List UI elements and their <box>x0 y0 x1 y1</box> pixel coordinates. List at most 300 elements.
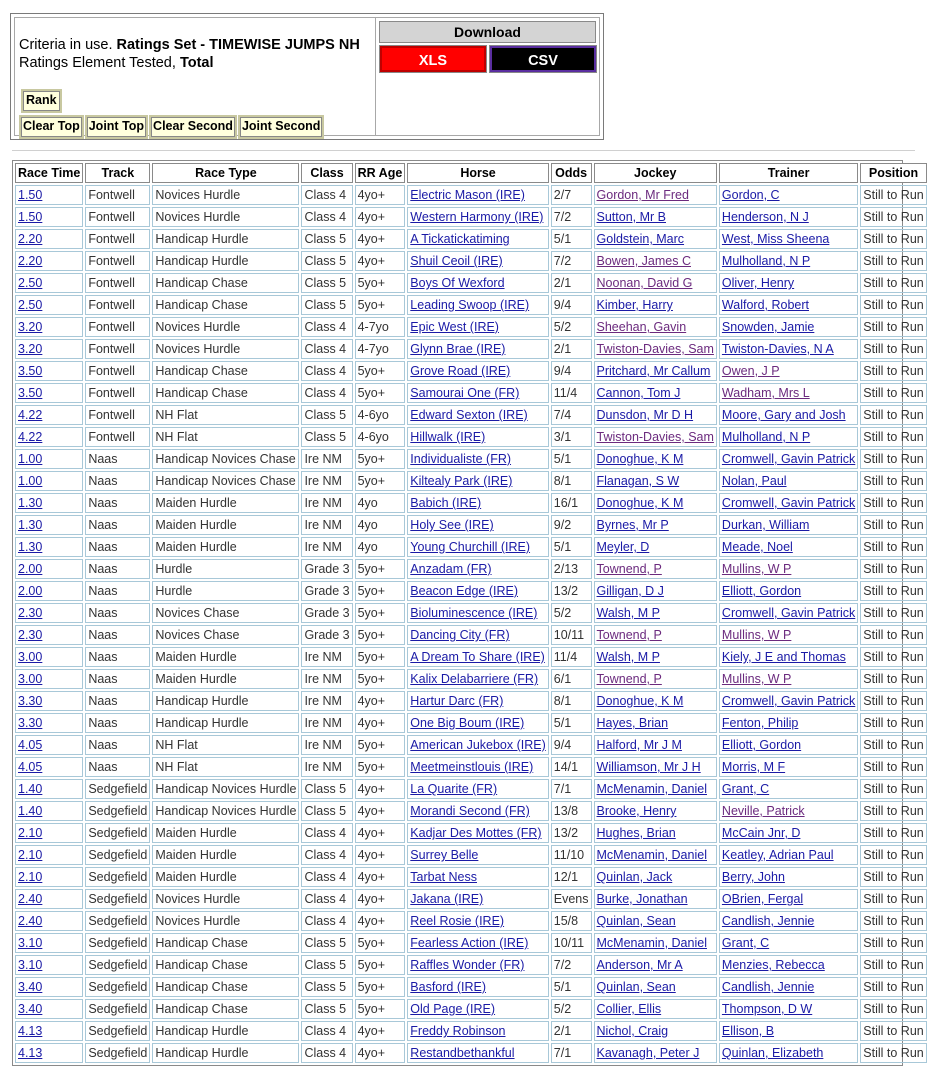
class-cell: Ire NM <box>301 471 352 491</box>
jockey-link[interactable]: Quinlan, Sean <box>596 914 676 928</box>
track-cell: Naas <box>85 647 150 667</box>
race-time-link[interactable]: 1.30 <box>18 496 43 510</box>
race-time-link[interactable]: 1.40 <box>18 804 43 818</box>
race-time-link[interactable]: 3.20 <box>18 342 43 356</box>
trainer-link[interactable]: Cromwell, Gavin Patrick <box>721 452 856 466</box>
position-cell: Still to Run <box>860 933 926 953</box>
odds-cell: 7/2 <box>551 251 592 271</box>
jockey-cell <box>594 669 717 689</box>
horse-cell <box>407 845 548 865</box>
horse-link[interactable]: Western Harmony (IRE) <box>410 210 544 224</box>
trainer-link[interactable]: Candlish, Jennie <box>721 914 815 928</box>
jockey-link[interactable]: Williamson, Mr J H <box>596 760 701 774</box>
race-time-link[interactable]: 2.10 <box>18 848 43 862</box>
position-cell: Still to Run <box>860 779 926 799</box>
odds-cell: 5/2 <box>551 603 592 623</box>
horse-cell <box>407 823 548 843</box>
race-type-cell: Maiden Hurdle <box>152 867 299 887</box>
horse-link[interactable]: Shuil Ceoil (IRE) <box>410 254 503 268</box>
horse-link[interactable]: Babich (IRE) <box>410 496 482 510</box>
trainer-link[interactable]: Snowden, Jamie <box>721 320 815 334</box>
jockey-link[interactable]: Burke, Jonathan <box>596 892 688 906</box>
trainer-link[interactable]: Cromwell, Gavin Patrick <box>721 694 856 708</box>
position-cell: Still to Run <box>860 493 926 513</box>
trainer-link[interactable]: Fenton, Philip <box>721 716 799 730</box>
horse-link[interactable]: Holy See (IRE) <box>410 518 494 532</box>
horse-link[interactable]: Anzadam (FR) <box>410 562 492 576</box>
race-time-link[interactable]: 4.05 <box>18 760 43 774</box>
trainer-link[interactable]: Owen, J P <box>721 364 780 378</box>
race-time-link[interactable]: 2.10 <box>18 826 43 840</box>
position-cell: Still to Run <box>860 449 926 469</box>
table-row <box>15 691 927 711</box>
position-cell: Still to Run <box>860 427 926 447</box>
jockey-link[interactable]: Gilligan, D J <box>596 584 664 598</box>
race-time-link[interactable]: 4.13 <box>18 1024 43 1038</box>
trainer-cell <box>719 537 858 557</box>
race-time-link[interactable]: 3.30 <box>18 694 43 708</box>
race-time-link[interactable]: 1.50 <box>18 188 43 202</box>
rank-button[interactable]: Rank <box>21 89 62 113</box>
race-time-link[interactable]: 2.50 <box>18 276 43 290</box>
trainer-link[interactable]: Elliott, Gordon <box>721 584 802 598</box>
jockey-link[interactable]: Noonan, David G <box>596 276 693 290</box>
horse-cell <box>407 955 548 975</box>
trainer-link[interactable]: Ellison, B <box>721 1024 775 1038</box>
race-time-cell <box>15 1021 83 1041</box>
download-xls-button[interactable]: XLS <box>380 46 486 72</box>
jockey-link[interactable]: Donoghue, K M <box>596 496 684 510</box>
table-row <box>15 361 927 381</box>
track-cell: Sedgefield <box>85 889 150 909</box>
trainer-link[interactable]: Wadham, Mrs L <box>721 386 810 400</box>
trainer-link[interactable]: Keatley, Adrian Paul <box>721 848 834 862</box>
class-cell: Class 5 <box>301 933 352 953</box>
track-cell: Naas <box>85 713 150 733</box>
horse-link[interactable]: Epic West (IRE) <box>410 320 499 334</box>
horse-cell <box>407 801 548 821</box>
position-cell: Still to Run <box>860 361 926 381</box>
jockey-link[interactable]: Quinlan, Sean <box>596 980 676 994</box>
table-row <box>15 735 927 755</box>
race-type-cell: Handicap Novices Hurdle <box>152 779 299 799</box>
track-cell: Naas <box>85 735 150 755</box>
horse-link[interactable]: La Quarite (FR) <box>410 782 498 796</box>
rr-age-cell: 5yo+ <box>355 977 406 997</box>
jockey-link[interactable]: McMenamin, Daniel <box>596 936 707 950</box>
race-time-link[interactable]: 2.00 <box>18 562 43 576</box>
race-time-link[interactable]: 3.10 <box>18 958 43 972</box>
horse-link[interactable]: Samourai One (FR) <box>410 386 520 400</box>
horse-link[interactable]: Individualiste (FR) <box>410 452 512 466</box>
horse-link[interactable]: Meetmeinstlouis (IRE) <box>410 760 534 774</box>
class-cell: Class 5 <box>301 229 352 249</box>
race-time-cell <box>15 823 83 843</box>
track-cell: Naas <box>85 449 150 469</box>
trainer-cell <box>719 581 858 601</box>
race-time-cell <box>15 339 83 359</box>
trainer-link[interactable]: Berry, John <box>721 870 785 884</box>
trainer-link[interactable]: Mulholland, N P <box>721 254 811 268</box>
race-type-cell: Handicap Novices Chase <box>152 449 299 469</box>
jockey-link[interactable]: Townend, P <box>596 562 662 576</box>
race-time-link[interactable]: 1.30 <box>18 518 43 532</box>
jockey-cell <box>594 405 717 425</box>
position-cell: Still to Run <box>860 867 926 887</box>
track-cell: Fontwell <box>85 405 150 425</box>
horse-link[interactable]: Restandbethankful <box>410 1046 515 1060</box>
class-cell: Ire NM <box>301 493 352 513</box>
horse-link[interactable]: Electric Mason (IRE) <box>410 188 525 202</box>
header-jockey[interactable]: Jockey <box>594 163 717 183</box>
trainer-link[interactable]: Grant, C <box>721 782 770 796</box>
odds-cell: 9/2 <box>551 515 592 535</box>
odds-cell: 11/10 <box>551 845 592 865</box>
race-type-cell: Novices Hurdle <box>152 207 299 227</box>
jockey-link[interactable]: Donoghue, K M <box>596 452 684 466</box>
race-time-link[interactable]: 3.00 <box>18 672 43 686</box>
horse-link[interactable]: Young Churchill (IRE) <box>410 540 531 554</box>
race-time-link[interactable]: 4.22 <box>18 430 43 444</box>
jockey-link[interactable]: Halford, Mr J M <box>596 738 682 752</box>
race-time-link[interactable]: 1.50 <box>18 210 43 224</box>
rr-age-cell: 4yo+ <box>355 779 406 799</box>
jockey-link[interactable]: Byrnes, Mr P <box>596 518 669 532</box>
trainer-link[interactable]: Kiely, J E and Thomas <box>721 650 846 664</box>
race-time-link[interactable]: 3.40 <box>18 1002 43 1016</box>
race-time-link[interactable]: 1.00 <box>18 452 43 466</box>
race-time-link[interactable]: 2.10 <box>18 870 43 884</box>
horse-link[interactable]: Freddy Robinson <box>410 1024 506 1038</box>
header-race-type[interactable]: Race Type <box>152 163 299 183</box>
horse-link[interactable]: Glynn Brae (IRE) <box>410 342 506 356</box>
trainer-link[interactable]: Quinlan, Elizabeth <box>721 1046 824 1060</box>
horse-link[interactable]: A Tickatickatiming <box>410 232 510 246</box>
class-cell: Class 4 <box>301 383 352 403</box>
table-row <box>15 427 927 447</box>
trainer-cell <box>719 515 858 535</box>
rr-age-cell: 5yo+ <box>355 295 406 315</box>
trainer-cell <box>719 889 858 909</box>
trainer-link[interactable]: Nolan, Paul <box>721 474 787 488</box>
jockey-cell <box>594 933 717 953</box>
trainer-cell <box>719 185 858 205</box>
rr-age-cell: 4yo+ <box>355 251 406 271</box>
odds-cell: 9/4 <box>551 735 592 755</box>
horse-link[interactable]: Fearless Action (IRE) <box>410 936 529 950</box>
jockey-link[interactable]: Kavanagh, Peter J <box>596 1046 700 1060</box>
trainer-link[interactable]: Mullins, W P <box>721 562 792 576</box>
horse-link[interactable]: American Jukebox (IRE) <box>410 738 546 752</box>
rr-age-cell: 5yo+ <box>355 955 406 975</box>
trainer-link[interactable]: Henderson, N J <box>721 210 809 224</box>
track-cell: Naas <box>85 537 150 557</box>
horse-link[interactable]: Kadjar Des Mottes (FR) <box>410 826 542 840</box>
trainer-link[interactable]: Neville, Patrick <box>721 804 805 818</box>
jockey-cell <box>594 229 717 249</box>
joint-second-button[interactable]: Joint Second <box>238 115 324 139</box>
trainer-link[interactable]: Elliott, Gordon <box>721 738 802 752</box>
race-type-cell: Maiden Hurdle <box>152 493 299 513</box>
trainer-link[interactable]: Morris, M F <box>721 760 786 774</box>
jockey-cell <box>594 735 717 755</box>
clear-second-button[interactable]: Clear Second <box>149 115 237 139</box>
race-type-cell: Novices Hurdle <box>152 911 299 931</box>
criteria-panel-inner <box>14 17 600 136</box>
trainer-cell <box>719 691 858 711</box>
horse-link[interactable]: Leading Swoop (IRE) <box>410 298 530 312</box>
race-time-link[interactable]: 4.05 <box>18 738 43 752</box>
horse-cell <box>407 339 548 359</box>
horse-link[interactable]: Jakana (IRE) <box>410 892 484 906</box>
trainer-link[interactable]: Cromwell, Gavin Patrick <box>721 496 856 510</box>
horse-link[interactable]: Bioluminescence (IRE) <box>410 606 538 620</box>
race-time-cell <box>15 361 83 381</box>
trainer-link[interactable]: OBrien, Fergal <box>721 892 804 906</box>
horse-cell <box>407 317 548 337</box>
jockey-link[interactable]: Walsh, M P <box>596 650 660 664</box>
jockey-cell <box>594 185 717 205</box>
horse-cell <box>407 273 548 293</box>
trainer-cell <box>719 559 858 579</box>
horse-link[interactable]: Basford (IRE) <box>410 980 487 994</box>
race-type-cell: Handicap Hurdle <box>152 251 299 271</box>
class-cell: Class 4 <box>301 185 352 205</box>
race-time-link[interactable]: 3.50 <box>18 386 43 400</box>
trainer-link[interactable]: Meade, Noel <box>721 540 793 554</box>
header-horse[interactable]: Horse <box>407 163 548 183</box>
horse-cell <box>407 537 548 557</box>
race-time-link[interactable]: 1.00 <box>18 474 43 488</box>
table-row <box>15 669 927 689</box>
horse-link[interactable]: Hillwalk (IRE) <box>410 430 486 444</box>
jockey-cell <box>594 867 717 887</box>
race-time-link[interactable]: 3.50 <box>18 364 43 378</box>
position-cell: Still to Run <box>860 1043 926 1063</box>
race-time-link[interactable]: 3.30 <box>18 716 43 730</box>
trainer-link[interactable]: McCain Jnr, D <box>721 826 801 840</box>
horse-link[interactable]: Tarbat Ness <box>410 870 477 884</box>
horse-link[interactable]: Hartur Darc (FR) <box>410 694 504 708</box>
trainer-cell <box>719 911 858 931</box>
jockey-link[interactable]: Cannon, Tom J <box>596 386 681 400</box>
race-type-cell: Handicap Chase <box>152 999 299 1019</box>
trainer-cell <box>719 735 858 755</box>
trainer-cell <box>719 977 858 997</box>
jockey-link[interactable]: Flanagan, S W <box>596 474 680 488</box>
race-time-link[interactable]: 3.00 <box>18 650 43 664</box>
jockey-cell <box>594 1043 717 1063</box>
rr-age-cell: 5yo+ <box>355 449 406 469</box>
jockey-link[interactable]: Townend, P <box>596 672 662 686</box>
race-time-link[interactable]: 3.20 <box>18 320 43 334</box>
race-time-cell <box>15 317 83 337</box>
jockey-link[interactable]: Goldstein, Marc <box>596 232 685 246</box>
jockey-link[interactable]: McMenamin, Daniel <box>596 848 707 862</box>
jockey-link[interactable]: Hughes, Brian <box>596 826 676 840</box>
trainer-cell <box>719 845 858 865</box>
jockey-link[interactable]: Bowen, James C <box>596 254 691 268</box>
track-cell: Naas <box>85 625 150 645</box>
horse-link[interactable]: Dancing City (FR) <box>410 628 510 642</box>
jockey-link[interactable]: Hayes, Brian <box>596 716 669 730</box>
class-cell: Class 4 <box>301 845 352 865</box>
race-time-link[interactable]: 2.40 <box>18 914 43 928</box>
trainer-link[interactable]: Cromwell, Gavin Patrick <box>721 606 856 620</box>
horse-link[interactable]: A Dream To Share (IRE) <box>410 650 545 664</box>
race-time-link[interactable]: 2.30 <box>18 628 43 642</box>
horse-link[interactable]: Edward Sexton (IRE) <box>410 408 528 422</box>
trainer-cell <box>719 603 858 623</box>
header-class[interactable]: Class <box>301 163 352 183</box>
odds-cell: 7/2 <box>551 955 592 975</box>
class-cell: Class 4 <box>301 867 352 887</box>
trainer-link[interactable]: Menzies, Rebecca <box>721 958 825 972</box>
trainer-link[interactable]: Candlish, Jennie <box>721 980 815 994</box>
race-time-link[interactable]: 2.20 <box>18 232 43 246</box>
trainer-link[interactable]: Oliver, Henry <box>721 276 795 290</box>
horse-link[interactable]: Beacon Edge (IRE) <box>410 584 518 598</box>
race-time-link[interactable]: 2.40 <box>18 892 43 906</box>
jockey-cell <box>594 977 717 997</box>
trainer-cell <box>719 383 858 403</box>
race-type-cell: Novices Chase <box>152 603 299 623</box>
jockey-cell <box>594 427 717 447</box>
trainer-link[interactable]: Thompson, D W <box>721 1002 813 1016</box>
race-time-cell <box>15 757 83 777</box>
race-time-cell <box>15 427 83 447</box>
jockey-cell <box>594 449 717 469</box>
header-odds[interactable]: Odds <box>551 163 592 183</box>
download-csv-button[interactable]: CSV <box>490 46 596 72</box>
results-table-head <box>15 163 927 183</box>
jockey-link[interactable]: McMenamin, Daniel <box>596 782 707 796</box>
trainer-link[interactable]: Moore, Gary and Josh <box>721 408 846 422</box>
jockey-link[interactable]: Donoghue, K M <box>596 694 684 708</box>
race-type-cell: Maiden Hurdle <box>152 669 299 689</box>
download-section <box>377 18 599 135</box>
horse-link[interactable]: Surrey Belle <box>410 848 479 862</box>
horse-cell <box>407 625 548 645</box>
horse-link[interactable]: Morandi Second (FR) <box>410 804 530 818</box>
race-time-link[interactable]: 1.40 <box>18 782 43 796</box>
trainer-cell <box>719 999 858 1019</box>
trainer-link[interactable]: Grant, C <box>721 936 770 950</box>
race-time-link[interactable]: 2.30 <box>18 606 43 620</box>
trainer-link[interactable]: Mulholland, N P <box>721 430 811 444</box>
horse-cell <box>407 361 548 381</box>
trainer-cell <box>719 1043 858 1063</box>
race-time-link[interactable]: 2.00 <box>18 584 43 598</box>
horse-link[interactable]: Boys Of Wexford <box>410 276 505 290</box>
race-time-link[interactable]: 4.22 <box>18 408 43 422</box>
race-time-link[interactable]: 3.10 <box>18 936 43 950</box>
table-row <box>15 1021 927 1041</box>
trainer-link[interactable]: Walford, Robert <box>721 298 809 312</box>
jockey-link[interactable]: Gordon, Mr Fred <box>596 188 689 202</box>
race-time-link[interactable]: 2.20 <box>18 254 43 268</box>
table-row <box>15 383 927 403</box>
jockey-link[interactable]: Brooke, Henry <box>596 804 677 818</box>
jockey-link[interactable]: Kimber, Harry <box>596 298 673 312</box>
horse-link[interactable]: Kiltealy Park (IRE) <box>410 474 513 488</box>
horse-link[interactable]: Grove Road (IRE) <box>410 364 511 378</box>
clear-top-button[interactable]: Clear Top <box>19 115 84 139</box>
jockey-cell <box>594 647 717 667</box>
trainer-cell <box>719 251 858 271</box>
horse-link[interactable]: Kalix Delabarriere (FR) <box>410 672 539 686</box>
jockey-link[interactable]: Nichol, Craig <box>596 1024 669 1038</box>
trainer-link[interactable]: West, Miss Sheena <box>721 232 830 246</box>
horse-cell <box>407 207 548 227</box>
header-position[interactable]: Position <box>860 163 926 183</box>
race-type-cell: Handicap Chase <box>152 361 299 381</box>
jockey-link[interactable]: Sheehan, Gavin <box>596 320 687 334</box>
jockey-link[interactable]: Anderson, Mr A <box>596 958 683 972</box>
trainer-link[interactable]: Mullins, W P <box>721 628 792 642</box>
horse-link[interactable]: Raffles Wonder (FR) <box>410 958 525 972</box>
results-table-body <box>15 185 927 1063</box>
jockey-link[interactable]: Pritchard, Mr Callum <box>596 364 711 378</box>
header-track[interactable]: Track <box>85 163 150 183</box>
jockey-link[interactable]: Dunsdon, Mr D H <box>596 408 694 422</box>
trainer-link[interactable]: Gordon, C <box>721 188 780 202</box>
table-row <box>15 647 927 667</box>
horse-link[interactable]: One Big Boum (IRE) <box>410 716 525 730</box>
jockey-link[interactable]: Walsh, M P <box>596 606 660 620</box>
class-cell: Ire NM <box>301 713 352 733</box>
trainer-cell <box>719 493 858 513</box>
trainer-cell <box>719 317 858 337</box>
jockey-link[interactable]: Townend, P <box>596 628 662 642</box>
jockey-link[interactable]: Collier, Ellis <box>596 1002 662 1016</box>
results-table <box>13 161 929 1065</box>
track-cell: Naas <box>85 559 150 579</box>
track-cell: Fontwell <box>85 229 150 249</box>
jockey-cell <box>594 361 717 381</box>
race-time-link[interactable]: 1.30 <box>18 540 43 554</box>
race-time-link[interactable]: 4.13 <box>18 1046 43 1060</box>
horse-link[interactable]: Reel Rosie (IRE) <box>410 914 505 928</box>
jockey-link[interactable]: Meyler, D <box>596 540 650 554</box>
position-cell: Still to Run <box>860 845 926 865</box>
jockey-link[interactable]: Quinlan, Jack <box>596 870 673 884</box>
race-time-link[interactable]: 3.40 <box>18 980 43 994</box>
trainer-link[interactable]: Twiston-Davies, N A <box>721 342 834 356</box>
race-type-cell: Novices Chase <box>152 625 299 645</box>
header-race-time[interactable]: Race Time <box>15 163 83 183</box>
class-cell: Ire NM <box>301 669 352 689</box>
odds-cell: 9/4 <box>551 295 592 315</box>
position-cell: Still to Run <box>860 977 926 997</box>
header-rr-age[interactable]: RR Age <box>355 163 406 183</box>
rr-age-cell: 4yo+ <box>355 1043 406 1063</box>
header-trainer[interactable]: Trainer <box>719 163 858 183</box>
jockey-link[interactable]: Sutton, Mr B <box>596 210 666 224</box>
trainer-link[interactable]: Mullins, W P <box>721 672 792 686</box>
jockey-link[interactable]: Twiston-Davies, Sam <box>596 430 714 444</box>
jockey-cell <box>594 537 717 557</box>
race-time-link[interactable]: 2.50 <box>18 298 43 312</box>
horse-cell <box>407 251 548 271</box>
joint-top-button[interactable]: Joint Top <box>85 115 148 139</box>
race-time-cell <box>15 691 83 711</box>
race-type-cell: Handicap Novices Hurdle <box>152 801 299 821</box>
trainer-link[interactable]: Durkan, William <box>721 518 810 532</box>
criteria-panel <box>10 13 604 140</box>
horse-link[interactable]: Old Page (IRE) <box>410 1002 496 1016</box>
jockey-link[interactable]: Twiston-Davies, Sam <box>596 342 714 356</box>
